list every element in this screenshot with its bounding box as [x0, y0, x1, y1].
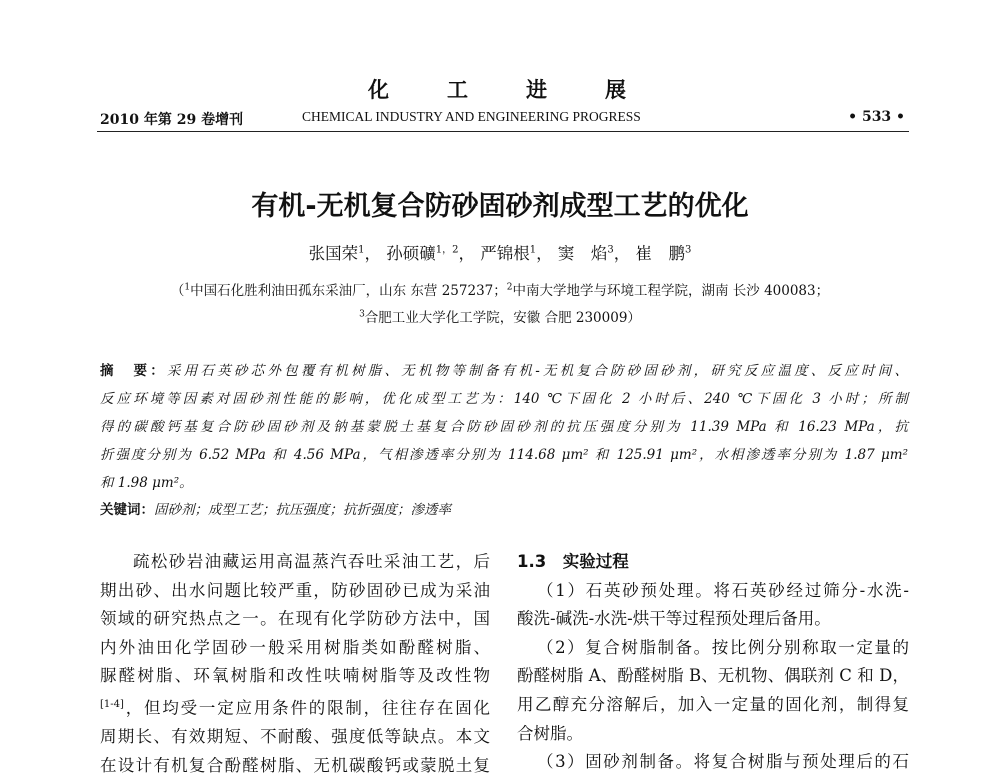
affiliation-mark: 2: [506, 282, 513, 293]
affiliation-paren: （: [170, 283, 185, 299]
affiliation-2: 中南大学地学与环境工程学院，湖南 长沙 400083；: [512, 283, 830, 299]
affiliation-mark: 3: [359, 309, 365, 320]
abstract-line: 和 1.98 μm²。: [100, 475, 193, 491]
body-line: 酚醛树脂 A、酚醛树脂 B、无机物、偶联剂 C 和 D，: [517, 666, 909, 686]
page-number: • 533 •: [848, 109, 905, 125]
body-line: 周期长、有效期短、不耐酸、强度低等缺点。本文: [100, 727, 490, 747]
author-name: 崔 鹏: [635, 244, 685, 263]
abstract-line: 采用石英砂芯外包覆有机树脂、无机物等制备有机-无机复合防砂固砂剂，研究反应温度、反应时间、: [166, 363, 908, 379]
author-name: 孙硕礦: [386, 244, 436, 263]
journal-char: 展: [605, 77, 632, 102]
author-name: 窦 焰: [557, 244, 608, 263]
affiliation-1: 中国石化胜利油田孤东采油厂，山东 东营 257237；: [190, 283, 507, 299]
journal-title-en: CHEMICAL INDUSTRY AND ENGINEERING PROGRESS: [302, 109, 641, 124]
body-line: 酸洗-碱洗-水洗-烘干等过程预处理后备用。: [517, 609, 831, 629]
keywords: [100, 498, 908, 518]
affiliation-line-2: [0, 306, 1000, 326]
paper-title: 有机-无机复合防砂固砂剂成型工艺的优化: [251, 191, 749, 222]
body-column-left: [100, 548, 490, 780]
citation-ref: [1-4]: [100, 698, 124, 710]
body-line: 在设计有机复合酚醛树脂、无机碳酸钙或蒙脱土复: [100, 755, 490, 775]
keywords-label: 关键词：: [100, 502, 154, 518]
abstract-line: 得的碳酸钙基复合防砂固砂剂及钠基蒙脱土基复合防砂固砂剂的抗压强度分别为 11.39 MPa 和 16.23 MPa，抗: [100, 419, 908, 435]
author-affiliation-mark: 1: [529, 244, 537, 256]
body-line: 用乙醇充分溶解后，加入一定量的固化剂，制得复: [517, 694, 909, 714]
author-affiliation-mark: 1: [358, 244, 365, 256]
abstract-label: 摘 要：: [100, 363, 167, 379]
body-column-right: [517, 548, 909, 777]
body-line: （1）石英砂预处理。将石英砂经过筛分-水洗-: [537, 580, 909, 600]
affiliation-mark: 1: [184, 282, 191, 293]
author-affiliation-mark: 1，2: [435, 244, 459, 256]
abstract: [100, 357, 908, 497]
author-name: 张国荣: [308, 244, 359, 263]
journal-title-cn: [0, 74, 1000, 104]
body-line: （3）固砂剂制备。将复合树脂与预处理后的石: [537, 752, 909, 772]
issue-info: 2010 年第 29 卷增刊: [100, 112, 244, 128]
body-line: （2）复合树脂制备。按比例分别称取一定量的: [537, 637, 909, 657]
body-line: 期出砂、出水问题比较严重，防砂固砂已成为采油: [100, 580, 490, 600]
abstract-line: 反应环境等因素对固砂剂性能的影响，优化成型工艺为：140 ℃下固化 2 小时后、240 ℃下固化 3 小时；所制: [100, 391, 908, 407]
journal-char: 化: [368, 77, 395, 102]
journal-char: 工: [447, 77, 474, 102]
author-affiliation-mark: 3: [607, 244, 614, 256]
author-name: 严锦根: [480, 244, 530, 263]
body-line: ，但均受一定应用条件的限制，往往存在固化: [123, 698, 490, 718]
keywords-text: 固砂剂；成型工艺；抗压强度；抗折强度；渗透率: [154, 502, 451, 518]
body-line: 脲醛树脂、环氧树脂和改性呋喃树脂等及改性物: [100, 666, 490, 686]
affiliation-line-1: [0, 279, 1000, 299]
section-heading: 1.3 实验过程: [517, 552, 629, 571]
body-line: 疏松砂岩油藏运用高温蒸汽吞吐采油工艺，后: [133, 552, 490, 571]
abstract-line: 折强度分别为 6.52 MPa 和 4.56 MPa，气相渗透率分别为 114.68 μm² 和 125.91 μm²，水相渗透率分别为 1.87 μm²: [100, 447, 908, 463]
body-line: 领域的研究热点之一。在现有化学防砂方法中，国: [100, 609, 490, 629]
author-affiliation-mark: 3: [684, 244, 692, 256]
header-rule: [97, 131, 909, 132]
author-list: 张国荣$^1$， 孙硕礦$^{1,2}$， 严锦根$^1$， 窦 焰$^3$， 崔 鹏$^3$: [308, 244, 692, 263]
body-line: 合树脂。: [517, 723, 583, 743]
affiliation-3: 合肥工业大学化工学院，安徽 合肥 230009）: [364, 310, 641, 326]
body-line: 内外油田化学固砂一般采用树脂类如酚醛树脂、: [100, 637, 490, 657]
journal-char: 进: [526, 77, 553, 102]
